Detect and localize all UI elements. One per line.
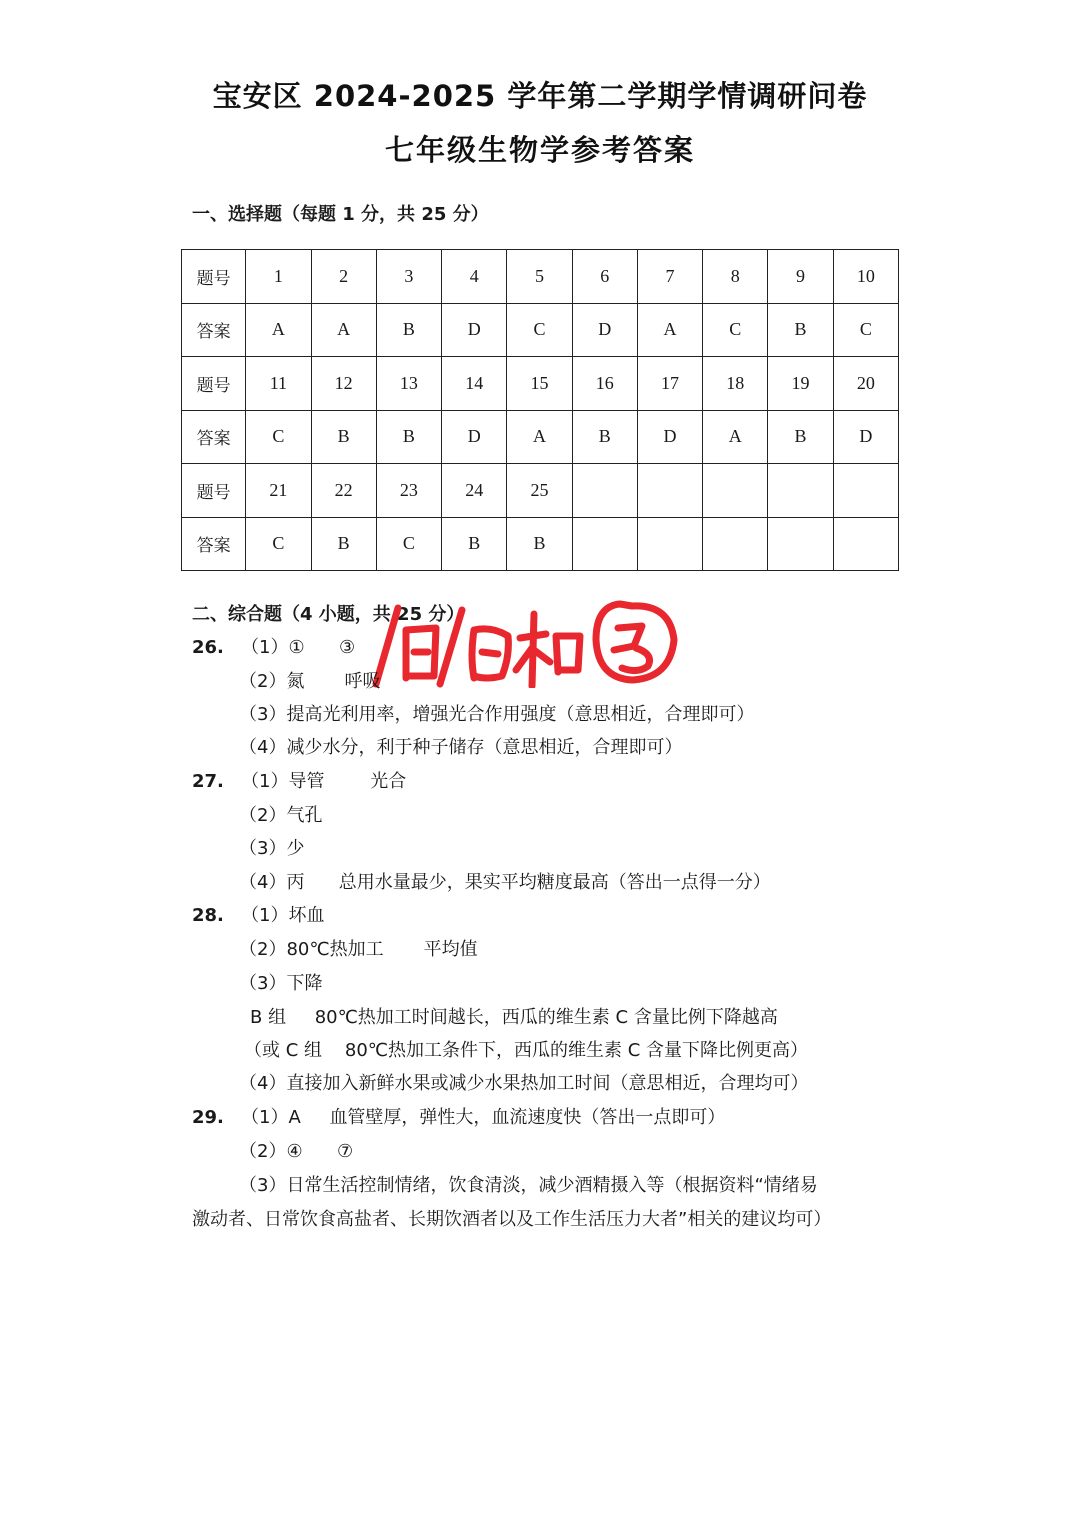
q26-p2-answer-a: （2）氮 bbox=[239, 671, 305, 692]
q29-number: 29. bbox=[192, 1107, 224, 1128]
q28-p1-answer: （1）坏血 bbox=[241, 905, 325, 926]
question-number-cell: 22 bbox=[311, 464, 376, 518]
q29-p2-answer-b: ⑦ bbox=[336, 1141, 354, 1162]
answer-cell: B bbox=[507, 517, 572, 571]
answer-cell bbox=[768, 517, 833, 571]
answer-cell: A bbox=[246, 303, 311, 357]
q29-part3-continued: 激动者、日常饮食高盐者、长期饮酒者以及工作生活压力大者”相关的建议均可） bbox=[192, 1209, 832, 1230]
section-choice-heading: 一、选择题（每题 1 分，共 25 分） bbox=[192, 204, 489, 225]
q29-part3: （3）日常生活控制情绪，饮食清淡，减少酒精摄入等（根据资料“情绪易 bbox=[239, 1175, 818, 1196]
question-number-cell: 15 bbox=[507, 357, 572, 411]
answer-cell: B bbox=[376, 303, 441, 357]
answer-cell: C bbox=[507, 303, 572, 357]
q28-p2-answer-b: 平均值 bbox=[423, 939, 478, 960]
answer-cell bbox=[572, 517, 637, 571]
table-row-question-numbers bbox=[182, 250, 899, 304]
question-number-cell: 13 bbox=[376, 357, 441, 411]
question-number-cell: 9 bbox=[768, 250, 833, 304]
answer-cell bbox=[833, 517, 898, 571]
q27-part2: （2）气孔 bbox=[239, 805, 323, 826]
answer-cell: D bbox=[442, 410, 507, 464]
table-row-answers bbox=[182, 517, 899, 571]
q26-p1-answer-b: ③ bbox=[339, 637, 356, 658]
section-comprehensive-heading: 二、综合题（4 小题，共 25 分） bbox=[192, 604, 465, 625]
q28-p3-group-c: （或 C 组 bbox=[244, 1040, 323, 1061]
question-number-cell bbox=[637, 464, 702, 518]
q27-part1 bbox=[192, 767, 406, 793]
question-number-cell bbox=[703, 464, 768, 518]
q26-part3: （3）提高光利用率，增强光合作用强度（意思相近，合理即可） bbox=[239, 704, 755, 725]
answer-table bbox=[181, 249, 899, 571]
q26-part2 bbox=[239, 667, 381, 693]
row-header-question: 题号 bbox=[182, 250, 246, 304]
q28-part3: （3）下降 bbox=[239, 973, 323, 994]
row-header-answer: 答案 bbox=[182, 303, 246, 357]
row-header-answer: 答案 bbox=[182, 517, 246, 571]
answer-cell: C bbox=[833, 303, 898, 357]
question-number-cell: 7 bbox=[637, 250, 702, 304]
q28-p2-answer-a: （2）80℃热加工 bbox=[239, 939, 384, 960]
row-header-question: 题号 bbox=[182, 464, 246, 518]
q27-p1-answer-b: 光合 bbox=[370, 771, 407, 792]
title-line-2: 七年级生物学参考答案 bbox=[384, 133, 695, 167]
question-number-cell: 24 bbox=[442, 464, 507, 518]
question-number-cell: 25 bbox=[507, 464, 572, 518]
question-number-cell: 11 bbox=[246, 357, 311, 411]
q26-p2-answer-b: 呼吸 bbox=[344, 671, 381, 692]
question-number-cell: 23 bbox=[376, 464, 441, 518]
q29-part1 bbox=[192, 1103, 725, 1129]
q28-part4: （4）直接加入新鲜水果或减少水果热加工时间（意思相近，合理均可） bbox=[239, 1073, 809, 1094]
answer-cell: C bbox=[246, 517, 311, 571]
answer-cell: B bbox=[572, 410, 637, 464]
question-number-cell: 20 bbox=[833, 357, 898, 411]
question-number-cell: 5 bbox=[507, 250, 572, 304]
answer-cell: B bbox=[311, 517, 376, 571]
row-header-answer: 答案 bbox=[182, 410, 246, 464]
q27-p4-answer-b: 总用水量最少，果实平均糖度最高（答出一点得一分） bbox=[338, 872, 771, 893]
table-row-question-numbers bbox=[182, 357, 899, 411]
answer-cell: B bbox=[442, 517, 507, 571]
q29-part2 bbox=[239, 1137, 353, 1163]
answer-cell: A bbox=[637, 303, 702, 357]
q28-part3-alternative bbox=[244, 1036, 808, 1062]
q28-part3-explanation bbox=[250, 1003, 778, 1029]
answer-cell: C bbox=[703, 303, 768, 357]
q29-p1-answer-a: （1）A bbox=[241, 1107, 301, 1128]
q27-part3: （3）少 bbox=[239, 838, 305, 859]
question-number-cell bbox=[768, 464, 833, 518]
question-number-cell: 21 bbox=[246, 464, 311, 518]
q28-p3-group-b: B 组 bbox=[250, 1007, 287, 1028]
question-number-cell: 16 bbox=[572, 357, 637, 411]
q27-number: 27. bbox=[192, 771, 224, 792]
answer-cell: C bbox=[246, 410, 311, 464]
q27-p4-answer-a: （4）丙 bbox=[239, 872, 305, 893]
answer-cell: D bbox=[442, 303, 507, 357]
question-number-cell: 8 bbox=[703, 250, 768, 304]
table-row-answers bbox=[182, 410, 899, 464]
q26-part1 bbox=[192, 633, 355, 659]
row-header-question: 题号 bbox=[182, 357, 246, 411]
answer-cell: A bbox=[507, 410, 572, 464]
question-number-cell bbox=[833, 464, 898, 518]
question-number-cell: 19 bbox=[768, 357, 833, 411]
answer-cell: D bbox=[572, 303, 637, 357]
q26-p1-answer-a: （1）① bbox=[241, 637, 305, 658]
q28-part2 bbox=[239, 935, 478, 961]
question-number-cell: 2 bbox=[311, 250, 376, 304]
q28-p3-reason-b: 80℃热加工时间越长，西瓜的维生素 C 含量比例下降越高 bbox=[314, 1007, 778, 1028]
q26-number: 26. bbox=[192, 637, 224, 658]
handwritten-annotation bbox=[370, 596, 710, 688]
question-number-cell: 10 bbox=[833, 250, 898, 304]
table-row-answers bbox=[182, 303, 899, 357]
title-line-1: 宝安区 2024-2025 学年第二学期学情调研问卷 bbox=[212, 79, 868, 113]
q26-part4: （4）减少水分，利于种子储存（意思相近，合理即可） bbox=[239, 737, 683, 758]
answer-cell: B bbox=[376, 410, 441, 464]
answer-cell bbox=[703, 517, 768, 571]
answer-cell: C bbox=[376, 517, 441, 571]
q29-p2-answer-a: （2）④ bbox=[239, 1141, 303, 1162]
question-number-cell: 18 bbox=[703, 357, 768, 411]
answer-cell: B bbox=[768, 410, 833, 464]
question-number-cell: 3 bbox=[376, 250, 441, 304]
q28-part1 bbox=[192, 901, 325, 927]
q27-p1-answer-a: （1）导管 bbox=[241, 771, 325, 792]
question-number-cell: 6 bbox=[572, 250, 637, 304]
question-number-cell: 17 bbox=[637, 357, 702, 411]
answer-cell: D bbox=[833, 410, 898, 464]
answer-cell: B bbox=[311, 410, 376, 464]
answer-cell bbox=[637, 517, 702, 571]
question-number-cell: 12 bbox=[311, 357, 376, 411]
q28-p3-reason-c: 80℃热加工条件下，西瓜的维生素 C 含量下降比例更高） bbox=[344, 1040, 809, 1061]
answer-cell: D bbox=[637, 410, 702, 464]
question-number-cell: 1 bbox=[246, 250, 311, 304]
q28-number: 28. bbox=[192, 905, 224, 926]
q29-p1-answer-b: 血管壁厚，弹性大，血流速度快（答出一点即可） bbox=[329, 1107, 726, 1128]
answer-cell: A bbox=[703, 410, 768, 464]
answer-cell: A bbox=[311, 303, 376, 357]
question-number-cell: 4 bbox=[442, 250, 507, 304]
question-number-cell: 14 bbox=[442, 357, 507, 411]
q27-part4 bbox=[239, 868, 771, 894]
table-row-question-numbers bbox=[182, 464, 899, 518]
answer-cell: B bbox=[768, 303, 833, 357]
question-number-cell bbox=[572, 464, 637, 518]
